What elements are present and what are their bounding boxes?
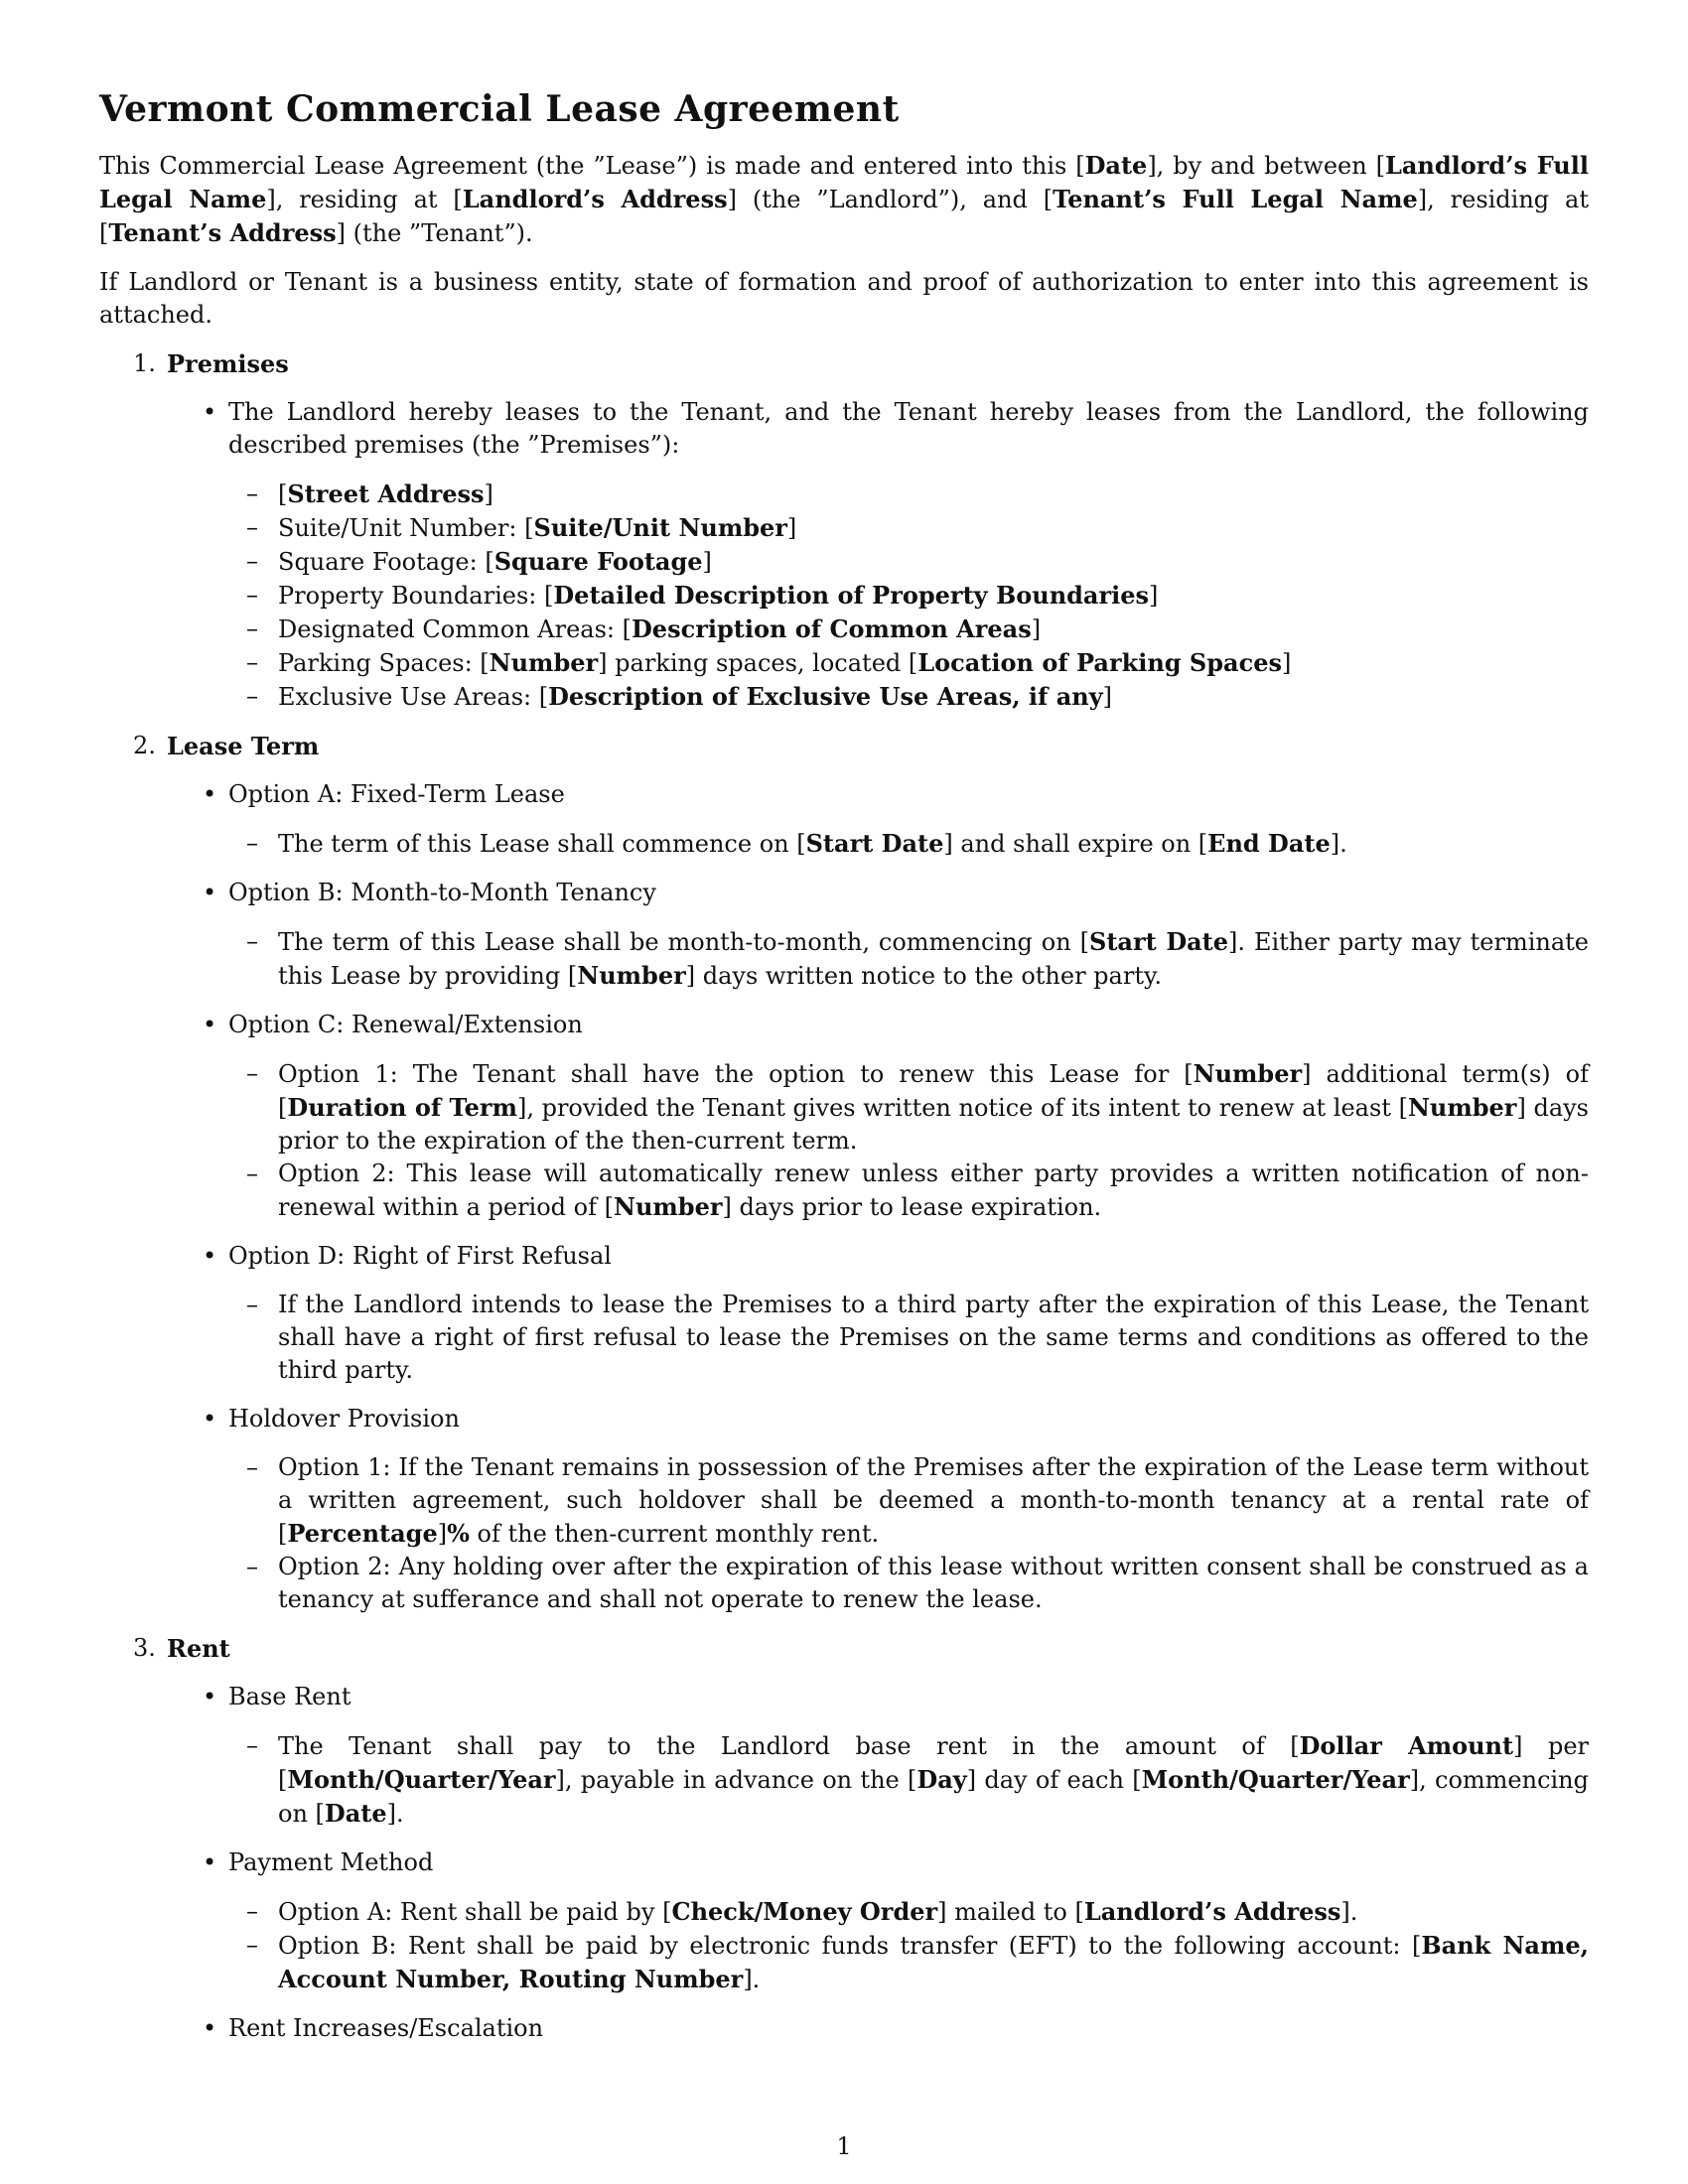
intro-text: ], residing at [ <box>99 186 1589 247</box>
section-title: Lease Term <box>167 732 320 760</box>
dash-text <box>278 1057 1589 1158</box>
bullet-list <box>99 1681 1589 2045</box>
dash-item-exclusive-use <box>228 680 1589 714</box>
placeholder: Start Date <box>1088 927 1229 956</box>
dash-list <box>228 478 1589 714</box>
bullet-text: Payment Method <box>228 1848 434 1876</box>
dash-marker: – <box>246 1897 258 1925</box>
placeholder: Month/Quarter/Year <box>287 1765 556 1794</box>
section-title: Rent <box>167 1634 230 1663</box>
text-run: The term of this Lease shall be month-to-month, commencing on [ <box>278 928 1089 956</box>
text-run: Option 2: This lease will automatically renew unless either party provides a written notification of non-renewal within a period of [ <box>278 1160 1589 1221</box>
placeholder: Suite/Unit Number <box>533 513 787 542</box>
dash-item-parking <box>228 646 1589 680</box>
dash-item <box>228 1451 1589 1551</box>
dash-list <box>228 1729 1589 1831</box>
text-run: The term of this Lease shall commence on [ <box>278 830 806 858</box>
text-run: The Tenant shall pay to the Landlord base rent in the amount of [ <box>278 1732 1300 1760</box>
section-rent <box>99 1632 1589 2045</box>
dash-item-square-footage <box>228 545 1589 579</box>
text-run: ]. <box>1340 1898 1358 1926</box>
section-list <box>99 347 1589 2045</box>
section-premises <box>99 347 1589 714</box>
dash-item <box>228 925 1589 993</box>
placeholder: Number <box>614 1192 723 1221</box>
dash-text <box>278 613 1589 646</box>
placeholder: Bank Name, Account Number, Routing Number <box>278 1931 1589 1993</box>
dash-item <box>228 1929 1589 1996</box>
dash-text <box>278 1158 1589 1224</box>
placeholder: Number <box>1193 1059 1303 1088</box>
text-run: Exclusive Use Areas: [ <box>278 683 549 711</box>
intro-text: ], residing at [ <box>266 186 463 213</box>
bullet-option-b <box>99 877 1589 993</box>
dash-marker: – <box>246 1931 258 1959</box>
dash-marker: – <box>246 1453 258 1481</box>
text-run: ] <box>437 1520 448 1548</box>
dash-list <box>228 1289 1589 1387</box>
dash-text <box>278 1729 1589 1831</box>
dash-list <box>228 1895 1589 1996</box>
text-run: of the then-current monthly rent. <box>469 1520 880 1548</box>
bullet-option-a <box>99 778 1589 861</box>
text-run: ]. Either party may terminate this Lease by providing [ <box>278 928 1589 990</box>
placeholder: Number <box>577 961 686 990</box>
placeholder: Number <box>489 648 599 677</box>
text-run: Designated Common Areas: [ <box>278 615 632 643</box>
dash-item <box>228 1729 1589 1831</box>
page-number: 1 <box>836 2132 852 2160</box>
intro-paragraph <box>99 149 1589 250</box>
bullet-option-d <box>99 1240 1589 1387</box>
intro-text: ] (the ”Landlord”), and [ <box>727 186 1054 213</box>
text-run: Parking Spaces: [ <box>278 649 490 677</box>
placeholder: Day <box>916 1765 967 1794</box>
placeholder: Number <box>1407 1093 1517 1122</box>
dash-marker: – <box>246 829 258 857</box>
dash-marker: – <box>246 479 258 507</box>
placeholder-tenant-name: Tenant’s Full Legal Name <box>1053 185 1418 213</box>
section-heading <box>133 1632 1589 1665</box>
placeholder-date: Date <box>1084 151 1148 180</box>
placeholder-landlord-name: Landlord’s Full Legal Name <box>99 151 1589 213</box>
text-run: ] <box>1102 683 1113 711</box>
dash-list <box>228 925 1589 993</box>
dash-marker: – <box>246 1160 258 1187</box>
dash-marker: – <box>246 547 258 575</box>
placeholder: Duration of Term <box>287 1093 517 1122</box>
text-run: ] <box>786 514 797 542</box>
bullet-text: Holdover Provision <box>228 1405 460 1433</box>
text-run: ] days prior to lease expiration. <box>722 1193 1102 1221</box>
text-run: Option A: Rent shall be paid by [ <box>278 1898 672 1926</box>
text-run: ] day of each [ <box>966 1766 1142 1794</box>
bullet-marker: • <box>203 1683 217 1710</box>
dash-text <box>278 646 1589 680</box>
placeholder: Date <box>324 1799 387 1828</box>
placeholder: Street Address <box>287 479 485 508</box>
dash-item <box>228 1895 1589 1929</box>
dash-item-street <box>228 478 1589 511</box>
dash-item <box>228 827 1589 861</box>
bullet-text: Option D: Right of First Refusal <box>228 1242 612 1270</box>
section-number: 1. <box>133 349 156 377</box>
section-heading <box>133 347 1589 380</box>
text-run: ] <box>1149 582 1159 610</box>
intro-text: This Commercial Lease Agreement (the ”Lease”) is made and entered into this [ <box>99 152 1085 180</box>
text-run: Suite/Unit Number: [ <box>278 514 534 542</box>
dash-text <box>278 1929 1589 1996</box>
bullet-text: Base Rent <box>228 1683 352 1710</box>
dash-item <box>228 1551 1589 1616</box>
document-title: Vermont Commercial Lease Agreement <box>99 88 900 130</box>
dash-item-boundaries <box>228 579 1589 613</box>
dash-marker: – <box>246 1553 258 1580</box>
placeholder: Description of Common Areas <box>631 614 1032 643</box>
dash-text <box>278 827 1589 861</box>
text-run: ]. <box>1330 830 1347 858</box>
dash-text <box>278 680 1589 714</box>
dash-marker: – <box>246 682 258 710</box>
placeholder: Location of Parking Spaces <box>917 648 1282 677</box>
dash-item-suite <box>228 511 1589 545</box>
text-run: ], commencing on [ <box>278 1766 1590 1828</box>
text-run: ] <box>484 480 493 508</box>
text-run: ], payable in advance on the [ <box>555 1766 917 1794</box>
text-run: Option 1: If the Tenant remains in possession of the Premises after the expiration of the Lease term without a written agreement, such holdover shall be deemed a month-to-month tenancy at a rental rate of [ <box>278 1453 1589 1548</box>
text-run: Property Boundaries: [ <box>278 582 554 610</box>
placeholder: Percentage <box>287 1519 438 1548</box>
text-run: ] <box>702 548 712 576</box>
dash-marker: – <box>246 1731 258 1759</box>
bullet-base-rent <box>99 1681 1589 1831</box>
dash-list <box>228 1057 1589 1224</box>
section-number: 3. <box>133 1634 156 1662</box>
text-run: ] mailed to [ <box>937 1898 1084 1926</box>
placeholder: Landlord’s Address <box>1083 1897 1341 1926</box>
document-page <box>99 87 1589 2061</box>
dash-marker: – <box>246 614 258 642</box>
text-run: ] per [ <box>278 1732 1589 1794</box>
dash-marker: – <box>246 648 258 676</box>
dash-marker: – <box>246 1059 258 1087</box>
dash-text <box>278 478 1589 511</box>
section-number: 2. <box>133 732 156 759</box>
bullet-option-c <box>99 1009 1589 1224</box>
bullet-marker: • <box>203 780 217 808</box>
bullet-item <box>99 396 1589 714</box>
dash-list <box>228 827 1589 861</box>
dash-marker: – <box>246 927 258 955</box>
placeholder: Month/Quarter/Year <box>1141 1765 1410 1794</box>
bullet-text: Option B: Month-to-Month Tenancy <box>228 879 656 906</box>
bullet-rent-increases <box>99 2012 1589 2045</box>
bullet-text: Option C: Renewal/Extension <box>228 1011 583 1038</box>
text-run: ] additional term(s) of [ <box>278 1060 1590 1122</box>
dash-text <box>278 579 1589 613</box>
intro-text: ], by and between [ <box>1147 152 1385 180</box>
percent-sign: % <box>447 1519 470 1548</box>
intro-text: ] (the ”Tenant”). <box>336 219 533 247</box>
placeholder: Check/Money Order <box>671 1897 938 1926</box>
dash-text <box>278 1451 1589 1551</box>
business-entity-paragraph: If Landlord or Tenant is a business entity, state of formation and proof of authorization to enter into this agreement is attached. <box>99 268 1589 329</box>
placeholder: Square Footage <box>493 547 703 576</box>
bullet-payment-method <box>99 1846 1589 1996</box>
placeholder: Detailed Description of Property Boundaries <box>553 581 1150 610</box>
dash-text: Option 2: Any holding over after the expiration of this lease without written consent shall be construed as a tenancy at sufferance and shall not operate to renew the lease. <box>278 1553 1589 1613</box>
dash-text <box>278 925 1589 993</box>
bullet-list <box>99 778 1589 1616</box>
bullet-marker: • <box>203 879 217 906</box>
dash-list <box>228 1451 1589 1616</box>
dash-item <box>228 1158 1589 1224</box>
placeholder: End Date <box>1207 829 1331 858</box>
dash-marker: – <box>246 581 258 609</box>
dash-marker: – <box>246 513 258 541</box>
section-heading <box>133 730 1589 762</box>
text-run: ] parking spaces, located [ <box>598 649 918 677</box>
dash-text: If the Landlord intends to lease the Premises to a third party after the expiration of this Lease, the Tenant shall have a right of first refusal to lease the Premises on the same terms and conditions as offered to the third party. <box>278 1291 1589 1384</box>
bullet-marker: • <box>203 1405 217 1433</box>
text-run: Option B: Rent shall be paid by electronic funds transfer (EFT) to the following account: [ <box>278 1932 1422 1960</box>
bullet-text: The Landlord hereby leases to the Tenant, and the Tenant hereby leases from the Landlord, the following described premises (the ”Premises”): <box>228 398 1589 459</box>
dash-text <box>278 545 1589 579</box>
dash-text <box>278 1895 1589 1929</box>
section-title: Premises <box>167 349 289 378</box>
bullet-marker: • <box>203 1242 217 1270</box>
bullet-list <box>99 396 1589 714</box>
placeholder: Description of Exclusive Use Areas, if any <box>548 682 1103 711</box>
dash-item-common-areas <box>228 613 1589 646</box>
text-run: ] days written notice to the other party. <box>685 962 1162 990</box>
placeholder: Start Date <box>805 829 944 858</box>
text-run: ] days prior to the expiration of the then-current term. <box>278 1094 1589 1155</box>
bullet-holdover <box>99 1403 1589 1616</box>
text-run: ]. <box>743 1966 761 1993</box>
placeholder-tenant-address: Tenant’s Address <box>108 218 337 247</box>
placeholder: Dollar Amount <box>1299 1731 1514 1760</box>
text-run: [ <box>278 480 288 508</box>
bullet-marker: • <box>203 1011 217 1038</box>
text-run: ] <box>1031 615 1042 643</box>
text-run: ], provided the Tenant gives written notice of its intent to renew at least [ <box>516 1094 1408 1122</box>
bullet-text: Option A: Fixed-Term Lease <box>228 780 565 808</box>
text-run: Square Footage: [ <box>278 548 494 576</box>
text-run: ] and shall expire on [ <box>943 830 1208 858</box>
bullet-text: Rent Increases/Escalation <box>228 2014 544 2042</box>
text-run: Option 1: The Tenant shall have the option to renew this Lease for [ <box>278 1060 1194 1088</box>
bullet-marker: • <box>203 2014 217 2042</box>
bullet-marker: • <box>203 1848 217 1876</box>
dash-marker: – <box>246 1291 258 1318</box>
section-lease-term <box>99 730 1589 1616</box>
bullet-marker: • <box>203 398 217 426</box>
text-run: ]. <box>386 1800 404 1828</box>
text-run: ] <box>1282 649 1292 677</box>
dash-item <box>228 1289 1589 1387</box>
placeholder-landlord-address: Landlord’s Address <box>462 185 728 213</box>
dash-text <box>278 511 1589 545</box>
dash-item <box>228 1057 1589 1158</box>
